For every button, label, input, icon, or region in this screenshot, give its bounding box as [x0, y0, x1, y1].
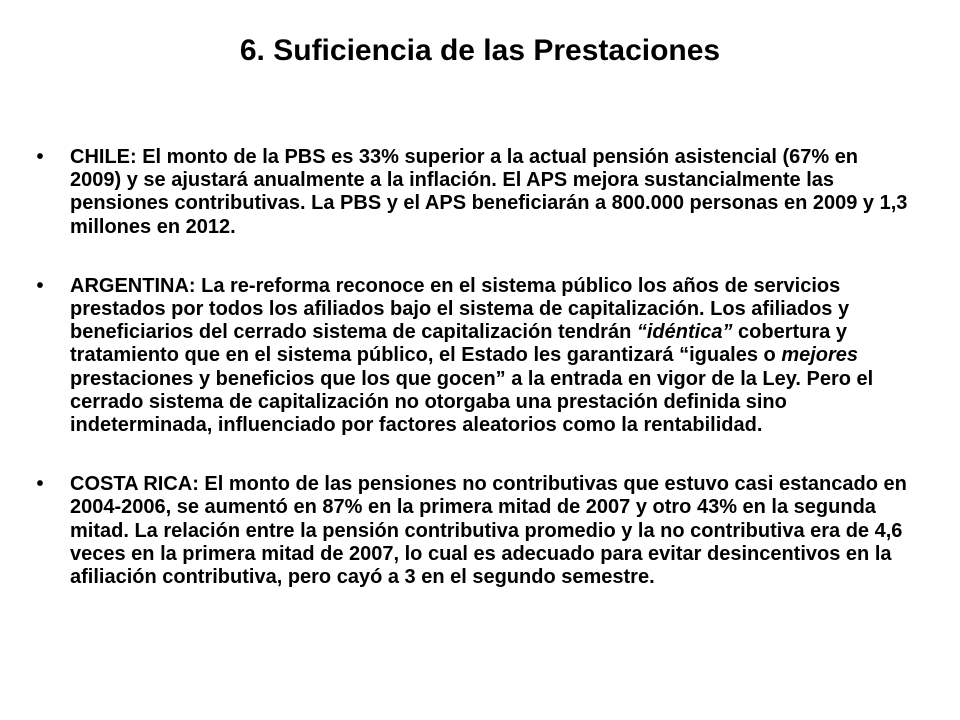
bullet-argentina-emphasis-identica: “idéntica”	[636, 321, 733, 344]
bullet-argentina-emphasis-mejores: mejores	[781, 344, 859, 367]
bullet-chile-text: CHILE: El monto de la PBS es 33% superior a la actual pensión asistencial (67% en 2009) y se ajustará anualmente a la inflación. El APS mejora sustancialmente las pensiones contributivas. La PBS y el APS beneficiarán a 800.000 personas en 2009 y 1,3 millones en 2012.	[70, 146, 908, 238]
slide-title: 6. Suficiencia de las Prestaciones	[239, 34, 721, 67]
bullet-dot: •	[36, 473, 44, 496]
bullet-list	[30, 146, 910, 625]
bullet-costa-rica-text: COSTA RICA: El monto de las pensiones no contributivas que estuvo casi estancado en 2004-2006, se aumentó en 87% en la primera mitad de 2007 y otro 43% en la segunda mitad. La relación entre la pensión contributiva promedio y la no contributiva era de 4,6 veces en la primera mitad de 2007, lo cual es adecuado para evitar desincentivos en la afiliación contributiva, pero cayó a 3 en el segundo semestre.	[70, 473, 907, 589]
bullet-argentina	[30, 275, 910, 437]
bullet-costa-rica	[30, 473, 910, 589]
bullet-dot: •	[36, 146, 44, 168]
bullet-argentina-text-2: cobertura y tratamiento que en el sistema público, el Estado les garantizará “iguales o	[70, 321, 847, 367]
bullet-argentina-text-3: prestaciones y beneficios que los que gocen” a la entrada en vigor de la Ley. Pero el cerrado sistema de capitalización no otorgaba una prestación definida sino indeterminada, influenciado por factores aleatorios como la rentabilidad.	[70, 367, 874, 437]
bullet-argentina-text-1: ARGENTINA: La re-reforma reconoce en el sistema público los años de servicios prestados por todos los afiliados bajo el sistema de capitalización. Los afiliados y beneficiarios del cerrado sistema de capitalización tendrán	[70, 274, 850, 344]
bullet-dot: •	[36, 274, 44, 297]
bullet-chile	[30, 146, 910, 239]
